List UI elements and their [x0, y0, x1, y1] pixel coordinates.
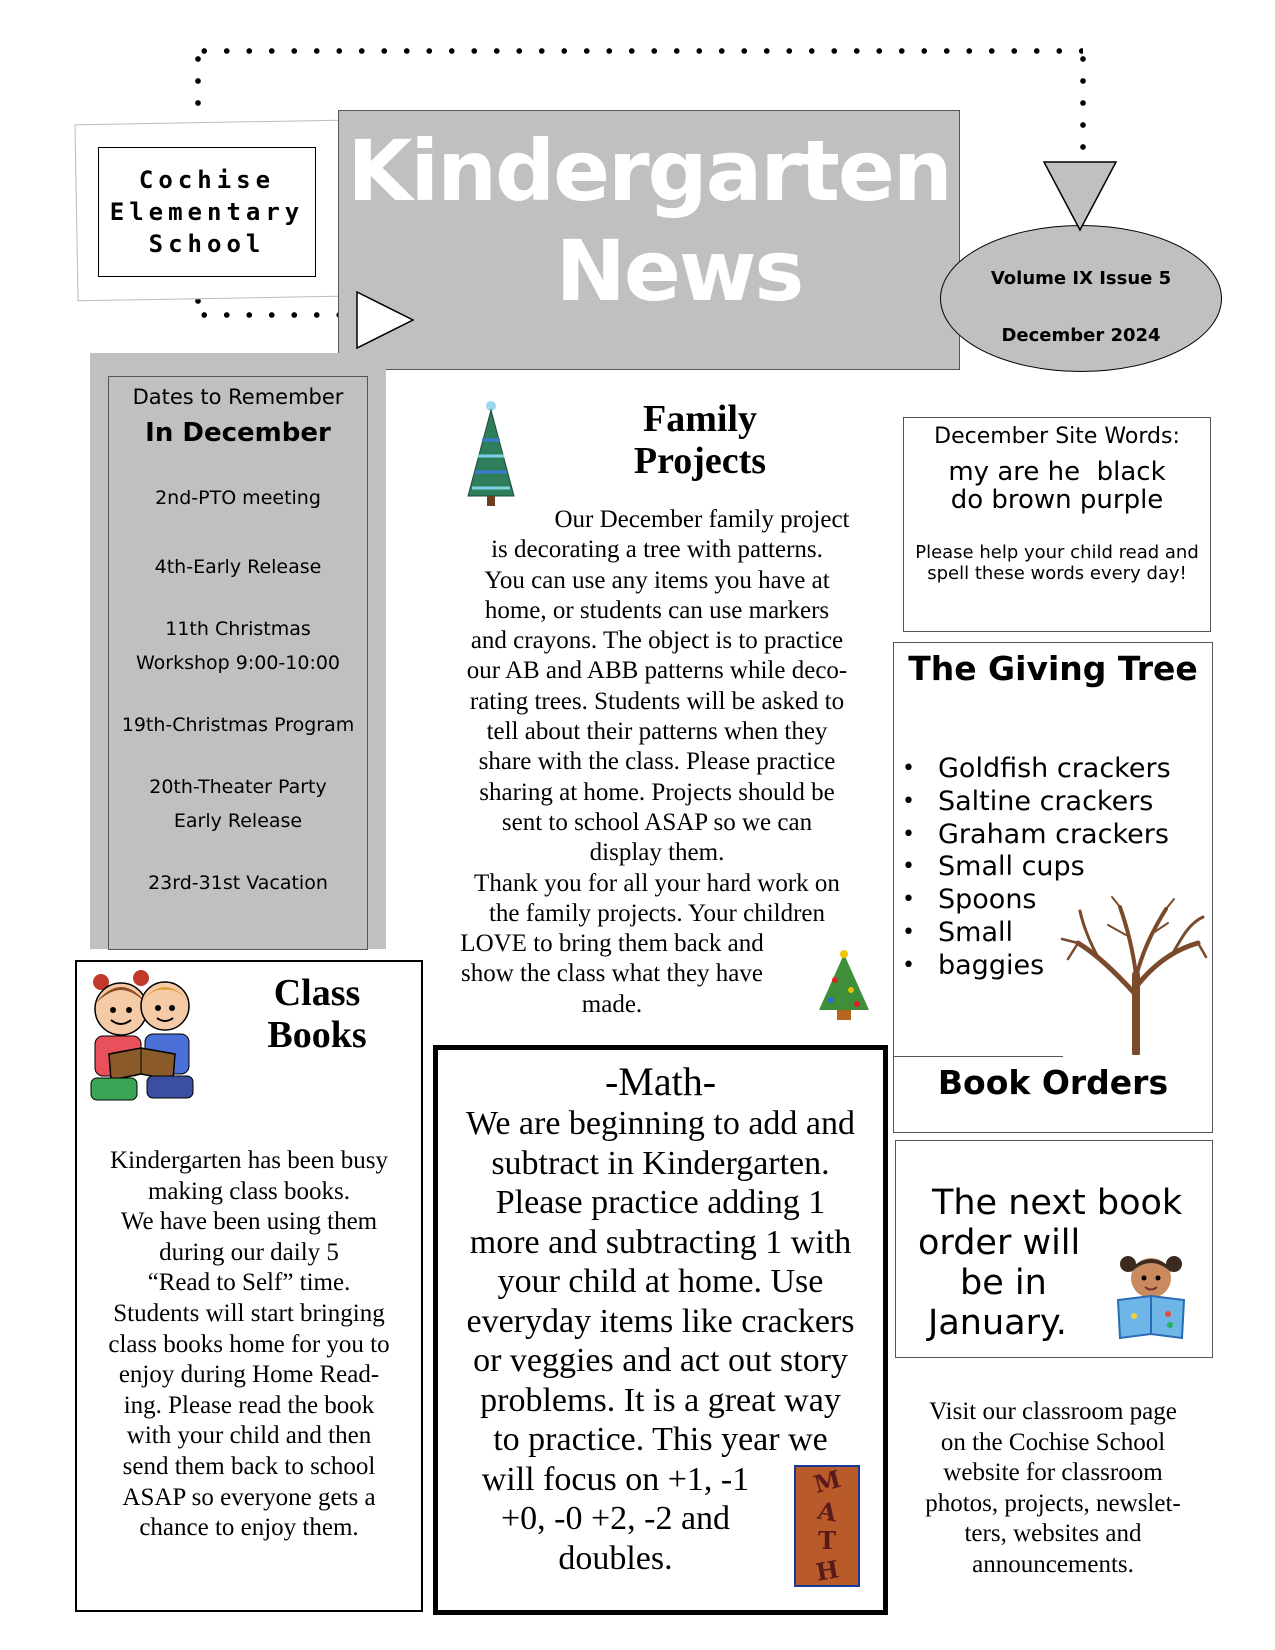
family-line: share with the class. Please practice [478, 748, 836, 776]
class-books-line: Kindergarten has been busy [110, 1147, 388, 1174]
website-line: on the Cochise School [940, 1428, 1166, 1456]
math-blocks-icon [794, 1465, 860, 1587]
website-line: announcements. [972, 1550, 1134, 1578]
family-line: home, or students can use markers [484, 596, 830, 624]
giving-item: • Small cups [894, 851, 1212, 884]
next-order-line: January. [928, 1303, 1067, 1343]
dates-heading: Dates to Remember [132, 385, 344, 409]
dotted-path-left [195, 48, 201, 120]
reading-kids-icon [83, 964, 203, 1109]
school-name: Cochise Elementary School [109, 166, 305, 258]
family-line: Thank you for all your hard work on [474, 869, 840, 897]
math-line: Please practice adding 1 [495, 1184, 826, 1221]
class-books-line: We have been using them [120, 1208, 378, 1236]
book-orders-title: Book Orders [937, 1063, 1169, 1102]
site-words-box [903, 417, 1211, 632]
family-projects-body [432, 505, 882, 1020]
class-books-line: ing. Please read the book [123, 1391, 375, 1419]
family-title-line: Projects [633, 440, 767, 482]
math-block-letter: M [810, 1464, 844, 1500]
website-line: Visit our classroom page [929, 1398, 1177, 1425]
class-books-line: class books home for you to [108, 1330, 390, 1358]
class-books-box [75, 960, 423, 1612]
math-line: problems. It is a great way [480, 1381, 841, 1419]
dates-item: 4th-Early Release [154, 556, 322, 578]
site-words-line: my are he black [948, 457, 1166, 487]
dates-item: 2nd-PTO meeting [155, 487, 321, 509]
class-books-line: with your child and then [126, 1422, 372, 1450]
arrow-down-icon [1042, 160, 1118, 234]
website-line: photos, projects, newslet- [925, 1489, 1181, 1517]
math-line: more and subtracting 1 with [469, 1223, 852, 1261]
family-line: show the class what they have [460, 960, 763, 988]
site-words-heading: December Site Words: [934, 424, 1180, 449]
giving-tree-box [893, 642, 1213, 1133]
dates-item: 23rd-31st Vacation [148, 872, 328, 894]
family-title-line: Family [643, 398, 757, 440]
class-books-line: ASAP so everyone gets a [122, 1483, 376, 1511]
giving-item-cont: • baggies [894, 950, 1212, 983]
dotted-path-right [1080, 48, 1086, 158]
class-books-title-line: Books [267, 1014, 367, 1056]
math-line: +0, -0 +2, -2 and [500, 1500, 731, 1537]
dates-item: 19th-Christmas Program [121, 714, 355, 736]
family-line: our AB and ABB patterns while deco- [466, 657, 848, 685]
title-line-1: Kindergarten [347, 122, 951, 220]
class-books-line: Students will start bringing [113, 1299, 385, 1327]
book-orders-divider [893, 1056, 1063, 1057]
next-order-line: be in [960, 1263, 1047, 1303]
family-line: sent to school ASAP so we can [501, 808, 813, 836]
christmas-tree-icon [462, 400, 520, 510]
site-words-note: Please help your child read and [915, 542, 1199, 563]
bare-tree-icon [1058, 895, 1208, 1055]
dotted-path-bottom [193, 312, 351, 318]
dates-item: 11th Christmas [165, 618, 311, 640]
website-line: ters, websites and [964, 1520, 1142, 1547]
class-books-line: making class books. [147, 1177, 351, 1205]
math-title: -Math- [604, 1059, 717, 1104]
family-line: the family projects. Your children [488, 899, 826, 927]
arrow-right-icon [355, 290, 417, 350]
math-block-letter: T [818, 1526, 836, 1556]
dates-subheading: In December [145, 418, 331, 448]
giving-item: • Goldfish crackers [894, 753, 1212, 786]
family-line: and crayons. The object is to practice [470, 627, 844, 655]
website-line: website for classroom [943, 1459, 1163, 1486]
decorated-tree-icon [815, 950, 873, 1022]
class-books-line: send them back to school [122, 1452, 376, 1480]
class-books-title-line: Class [273, 972, 361, 1014]
website-note [893, 1397, 1213, 1580]
dates-panel [108, 376, 368, 950]
class-books-line: chance to enjoy them. [139, 1514, 359, 1542]
site-words-note: spell these words every day! [927, 563, 1187, 584]
family-line: tell about their patterns when they [486, 718, 828, 746]
family-line: LOVE to bring them back and [460, 930, 764, 958]
family-line: display them. [589, 839, 725, 867]
family-line: sharing at home. Projects should be [479, 778, 835, 806]
dates-item: Early Release [173, 810, 303, 832]
math-line: will focus on +1, -1 [481, 1460, 750, 1498]
class-books-title [247, 972, 387, 1056]
giving-item: • Graham crackers [894, 819, 1212, 852]
site-words-line: do brown purple [950, 485, 1164, 515]
school-name-box [98, 147, 316, 277]
class-books-line: enjoy during Home Read- [118, 1361, 380, 1389]
math-line: your child at home. Use [497, 1263, 824, 1300]
math-block-letter: H [813, 1554, 841, 1587]
title-line-2: News [555, 222, 803, 320]
volume-label: Volume IX Issue 5 [990, 268, 1172, 289]
class-books-line: during our daily 5 [159, 1238, 339, 1266]
math-line: to practice. This year we [493, 1421, 828, 1458]
math-line: everyday items like crackers [466, 1302, 855, 1340]
math-line: subtract in Kindergarten. [491, 1144, 830, 1182]
family-line: made. [581, 990, 643, 1018]
next-order-line: order will [918, 1223, 1081, 1263]
giving-item: • Saltine crackers [894, 786, 1212, 819]
class-books-body [77, 1146, 421, 1544]
family-projects-title [600, 398, 800, 482]
date-label: December 2024 [1001, 325, 1161, 346]
dotted-path-top [193, 48, 1083, 54]
giving-tree-title: The Giving Tree [908, 649, 1198, 688]
math-block-letter: A [815, 1495, 839, 1528]
math-line: We are beginning to add and [465, 1105, 856, 1142]
math-line: or veggies and act out story [473, 1342, 848, 1379]
family-line: rating trees. Students will be asked to [469, 687, 845, 715]
family-line: is decorating a tree with patterns. [491, 536, 823, 564]
next-order-line: The next book [932, 1183, 1183, 1223]
class-books-line: “Read to Self” time. [147, 1269, 351, 1297]
family-line: You can use any items you have at [484, 566, 830, 594]
title-banner [338, 110, 960, 370]
math-line: doubles. [558, 1539, 673, 1577]
dates-item: 20th-Theater Party [149, 776, 327, 798]
volume-ellipse [940, 225, 1222, 372]
dates-item: Workshop 9:00-10:00 [135, 652, 341, 674]
giving-item: • Spoons [894, 884, 1212, 917]
giving-item: • Small [894, 917, 1212, 950]
reading-girl-icon [1112, 1250, 1190, 1340]
family-line: Our December family project [554, 506, 850, 533]
